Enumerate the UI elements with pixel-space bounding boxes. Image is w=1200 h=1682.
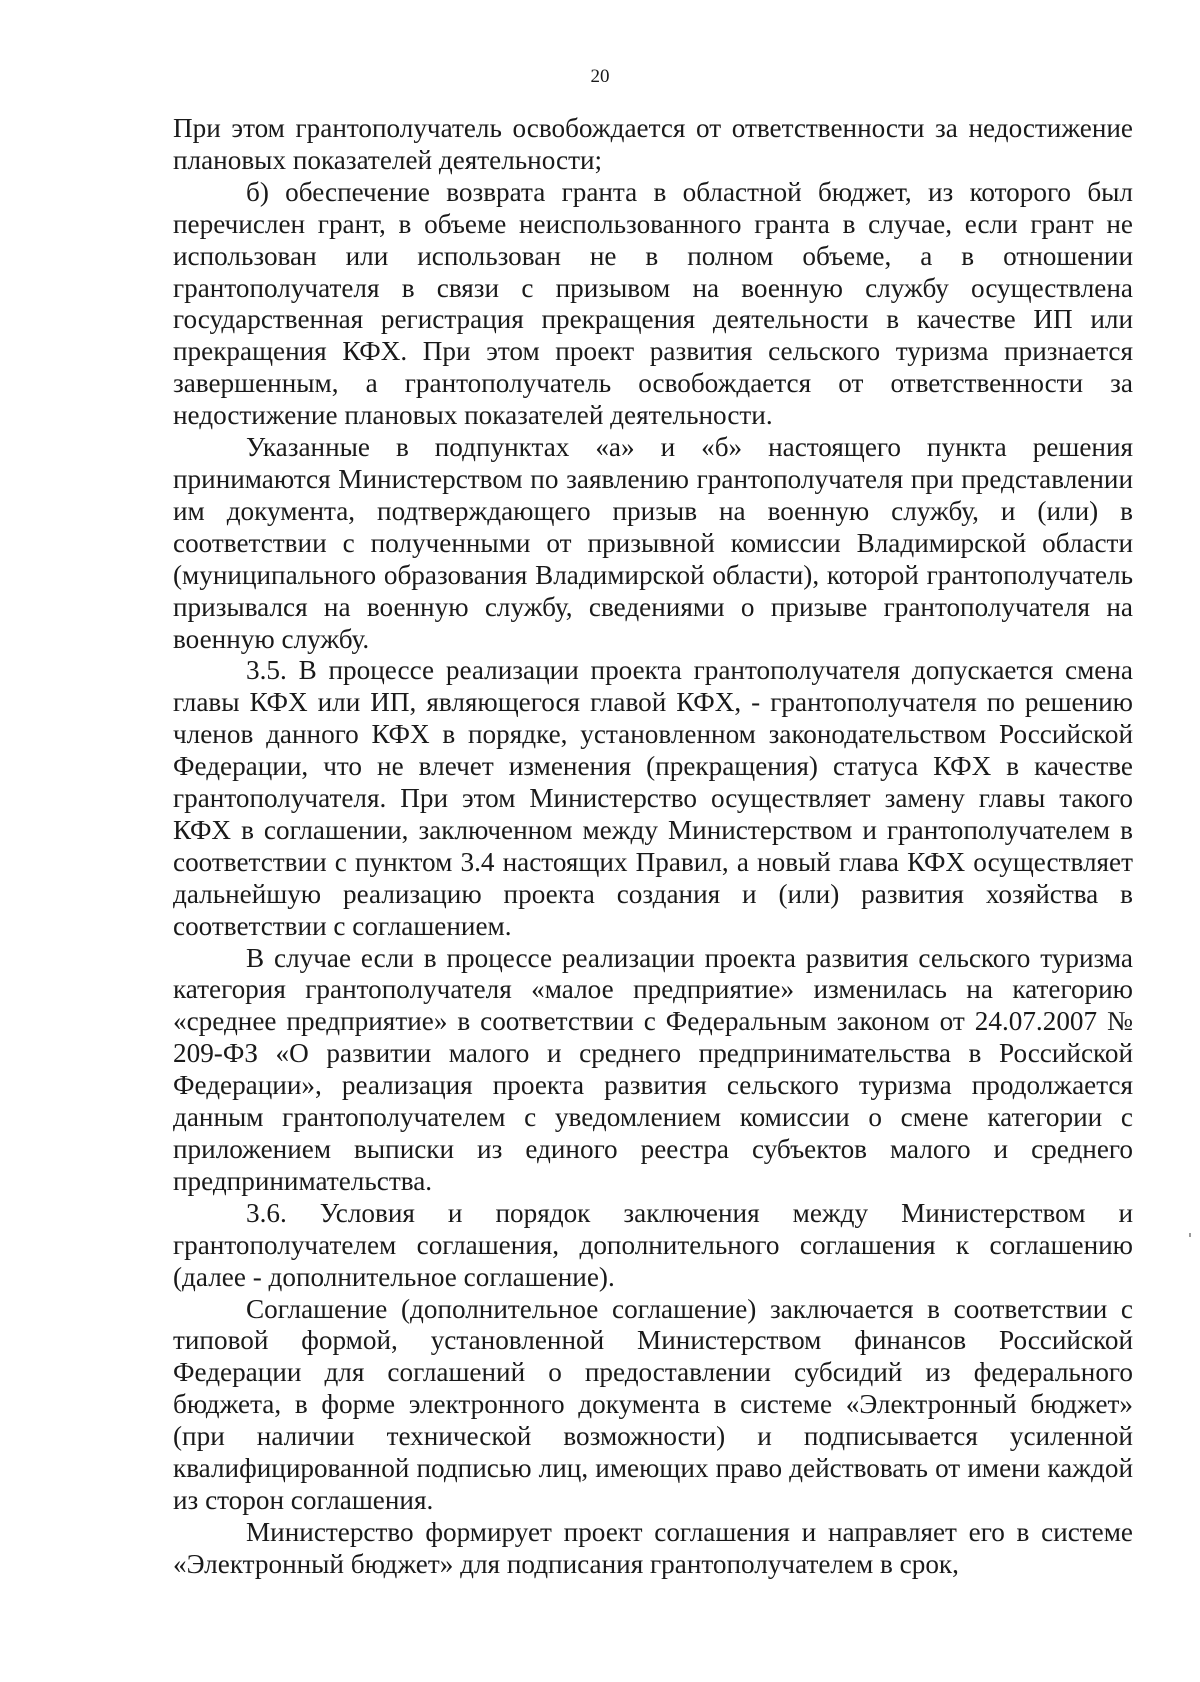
paragraph-section-3-6: 3.6. Условия и порядок заключения между Министерством и грантополучателем соглашения, дополнительного соглашения к соглашению (далее - дополнительное соглашение). <box>173 1197 1133 1292</box>
paragraph-section-3-5: 3.5. В процессе реализации проекта грантополучателя допускается смена главы КФХ или ИП, являющегося главой КФХ, - грантополучателя по решению членов данного КФХ в порядке, установленном законодательством Российской Федерации, что не влечет изменения (прекращения) статуса КФХ в качестве грантополучателя. При этом Министерство осуществляет замену главы такого КФХ в соглашении, заключенном между Министерством и грантополучателем в соответствии с пунктом 3.4 настоящих Правил, а новый глава КФХ осуществляет дальнейшую реализацию проекта создания и (или) развития хозяйства в соответствии с соглашением. <box>173 655 1133 941</box>
paragraph-agreement-form: Соглашение (дополнительное соглашение) заключается в соответствии с типовой формой, установленной Министерством финансов Российской Федерации для соглашений о предоставлении субсидий из федерального бюджета, в форме электронного документа в системе «Электронный бюджет» (при наличии технической возможности) и подписывается усиленной квалифицированной подписью лиц, имеющих право действовать от имени каждой из сторон соглашения. <box>173 1293 1133 1515</box>
paragraph-ministry-draft: Министерство формирует проект соглашения и направляет его в системе «Электронный бюджет» для подписания грантополучателем в срок, <box>173 1516 1133 1579</box>
paragraph-subitem-b: б) обеспечение возврата гранта в областной бюджет, из которого был перечислен грант, в объеме неиспользованного гранта в случае, если грант не использован или использован не в полном объеме, а в отношении грантополучателя в связи с призывом на военную службу осуществлена государственная регистрация прекращения деятельности в качестве ИП или прекращения КФХ. При этом проект развития сельского туризма признается завершенным, а грантополучатель освобождается от ответственности за недостижение плановых показателей деятельности. <box>173 176 1133 431</box>
page-number: 20 <box>590 66 610 87</box>
scan-margin-mark <box>1189 1233 1191 1237</box>
paragraph-liability-release: При этом грантополучатель освобождается от ответственности за недостижение плановых показателей деятельности; <box>173 113 1133 175</box>
paragraph-decisions: Указанные в подпунктах «а» и «б» настоящего пункта решения принимаются Министерством по заявлению грантополучателя при представлении им документа, подтверждающего призыв на военную службу, и (или) в соответствии с полученными от призывной комиссии Владимирской области (муниципального образования Владимирской области), которой грантополучатель призывался на военную службу, сведениями о призыве грантополучателя на военную службу. <box>173 432 1133 654</box>
paragraph-category-change: В случае если в процессе реализации проекта развития сельского туризма категория грантополучателя «малое предприятие» изменилась на категорию «среднее предприятие» в соответствии с Федеральным законом от 24.07.2007 № 209-ФЗ «О развитии малого и среднего предпринимательства в Российской Федерации», реализация проекта развития сельского туризма продолжается данным грантополучателем с уведомлением комиссии о смене категории с приложением выписки из единого реестра субъектов малого и среднего предпринимательства. <box>173 942 1133 1196</box>
document-body <box>173 113 1133 1581</box>
